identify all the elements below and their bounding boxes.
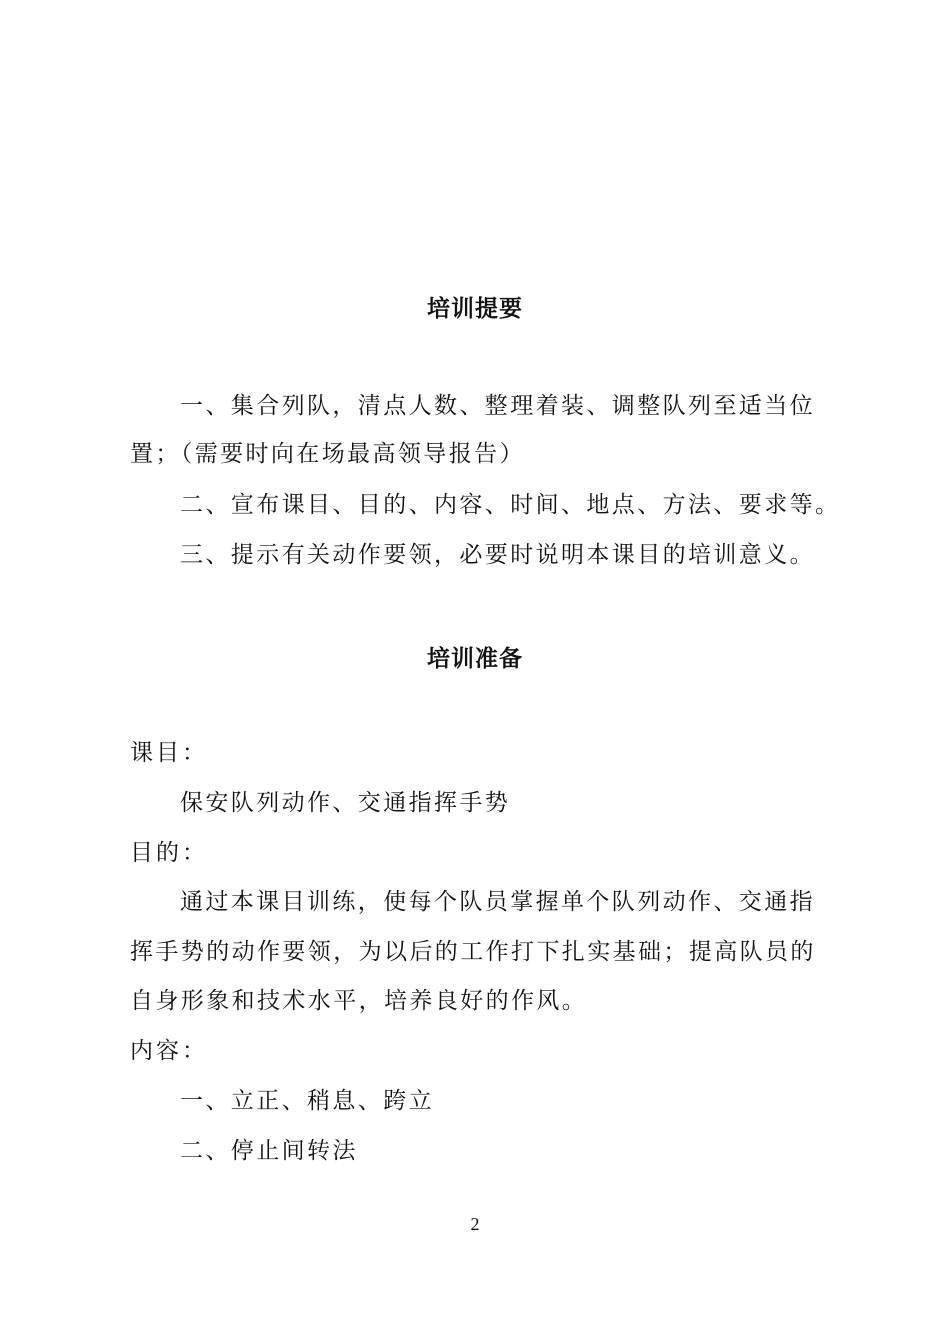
- content-label: 内容：: [130, 1038, 208, 1064]
- purpose-label: 目的：: [130, 840, 208, 866]
- subject-label: 课目：: [130, 740, 208, 766]
- subject-value: 保安队列动作、交通指挥手势: [180, 790, 511, 816]
- purpose-line-2: 挥手势的动作要领，为以后的工作打下扎实基础；提高队员的: [130, 939, 816, 965]
- content-item-2: 二、停止间转法: [180, 1138, 358, 1164]
- content-item-1: 一、立正、稍息、跨立: [180, 1088, 434, 1114]
- section-title-summary: 培训提要: [427, 296, 523, 322]
- summary-item-1-line-2: 置；（需要时向在场最高领导报告）: [130, 441, 525, 467]
- purpose-line-1: 通过本课目训练，使每个队员掌握单个队列动作、交通指: [180, 889, 815, 915]
- summary-item-3: 三、提示有关动作要领，必要时说明本课目的培训意义。: [180, 542, 815, 568]
- section-title-preparation: 培训准备: [427, 646, 523, 672]
- summary-item-1-line-1: 一、集合列队，清点人数、整理着装、调整队列至适当位: [180, 393, 815, 419]
- purpose-line-3: 自身形象和技术水平，培养良好的作风。: [130, 988, 588, 1014]
- page-number: 2: [470, 1214, 480, 1234]
- summary-item-2: 二、宣布课目、目的、内容、时间、地点、方法、要求等。: [180, 492, 841, 518]
